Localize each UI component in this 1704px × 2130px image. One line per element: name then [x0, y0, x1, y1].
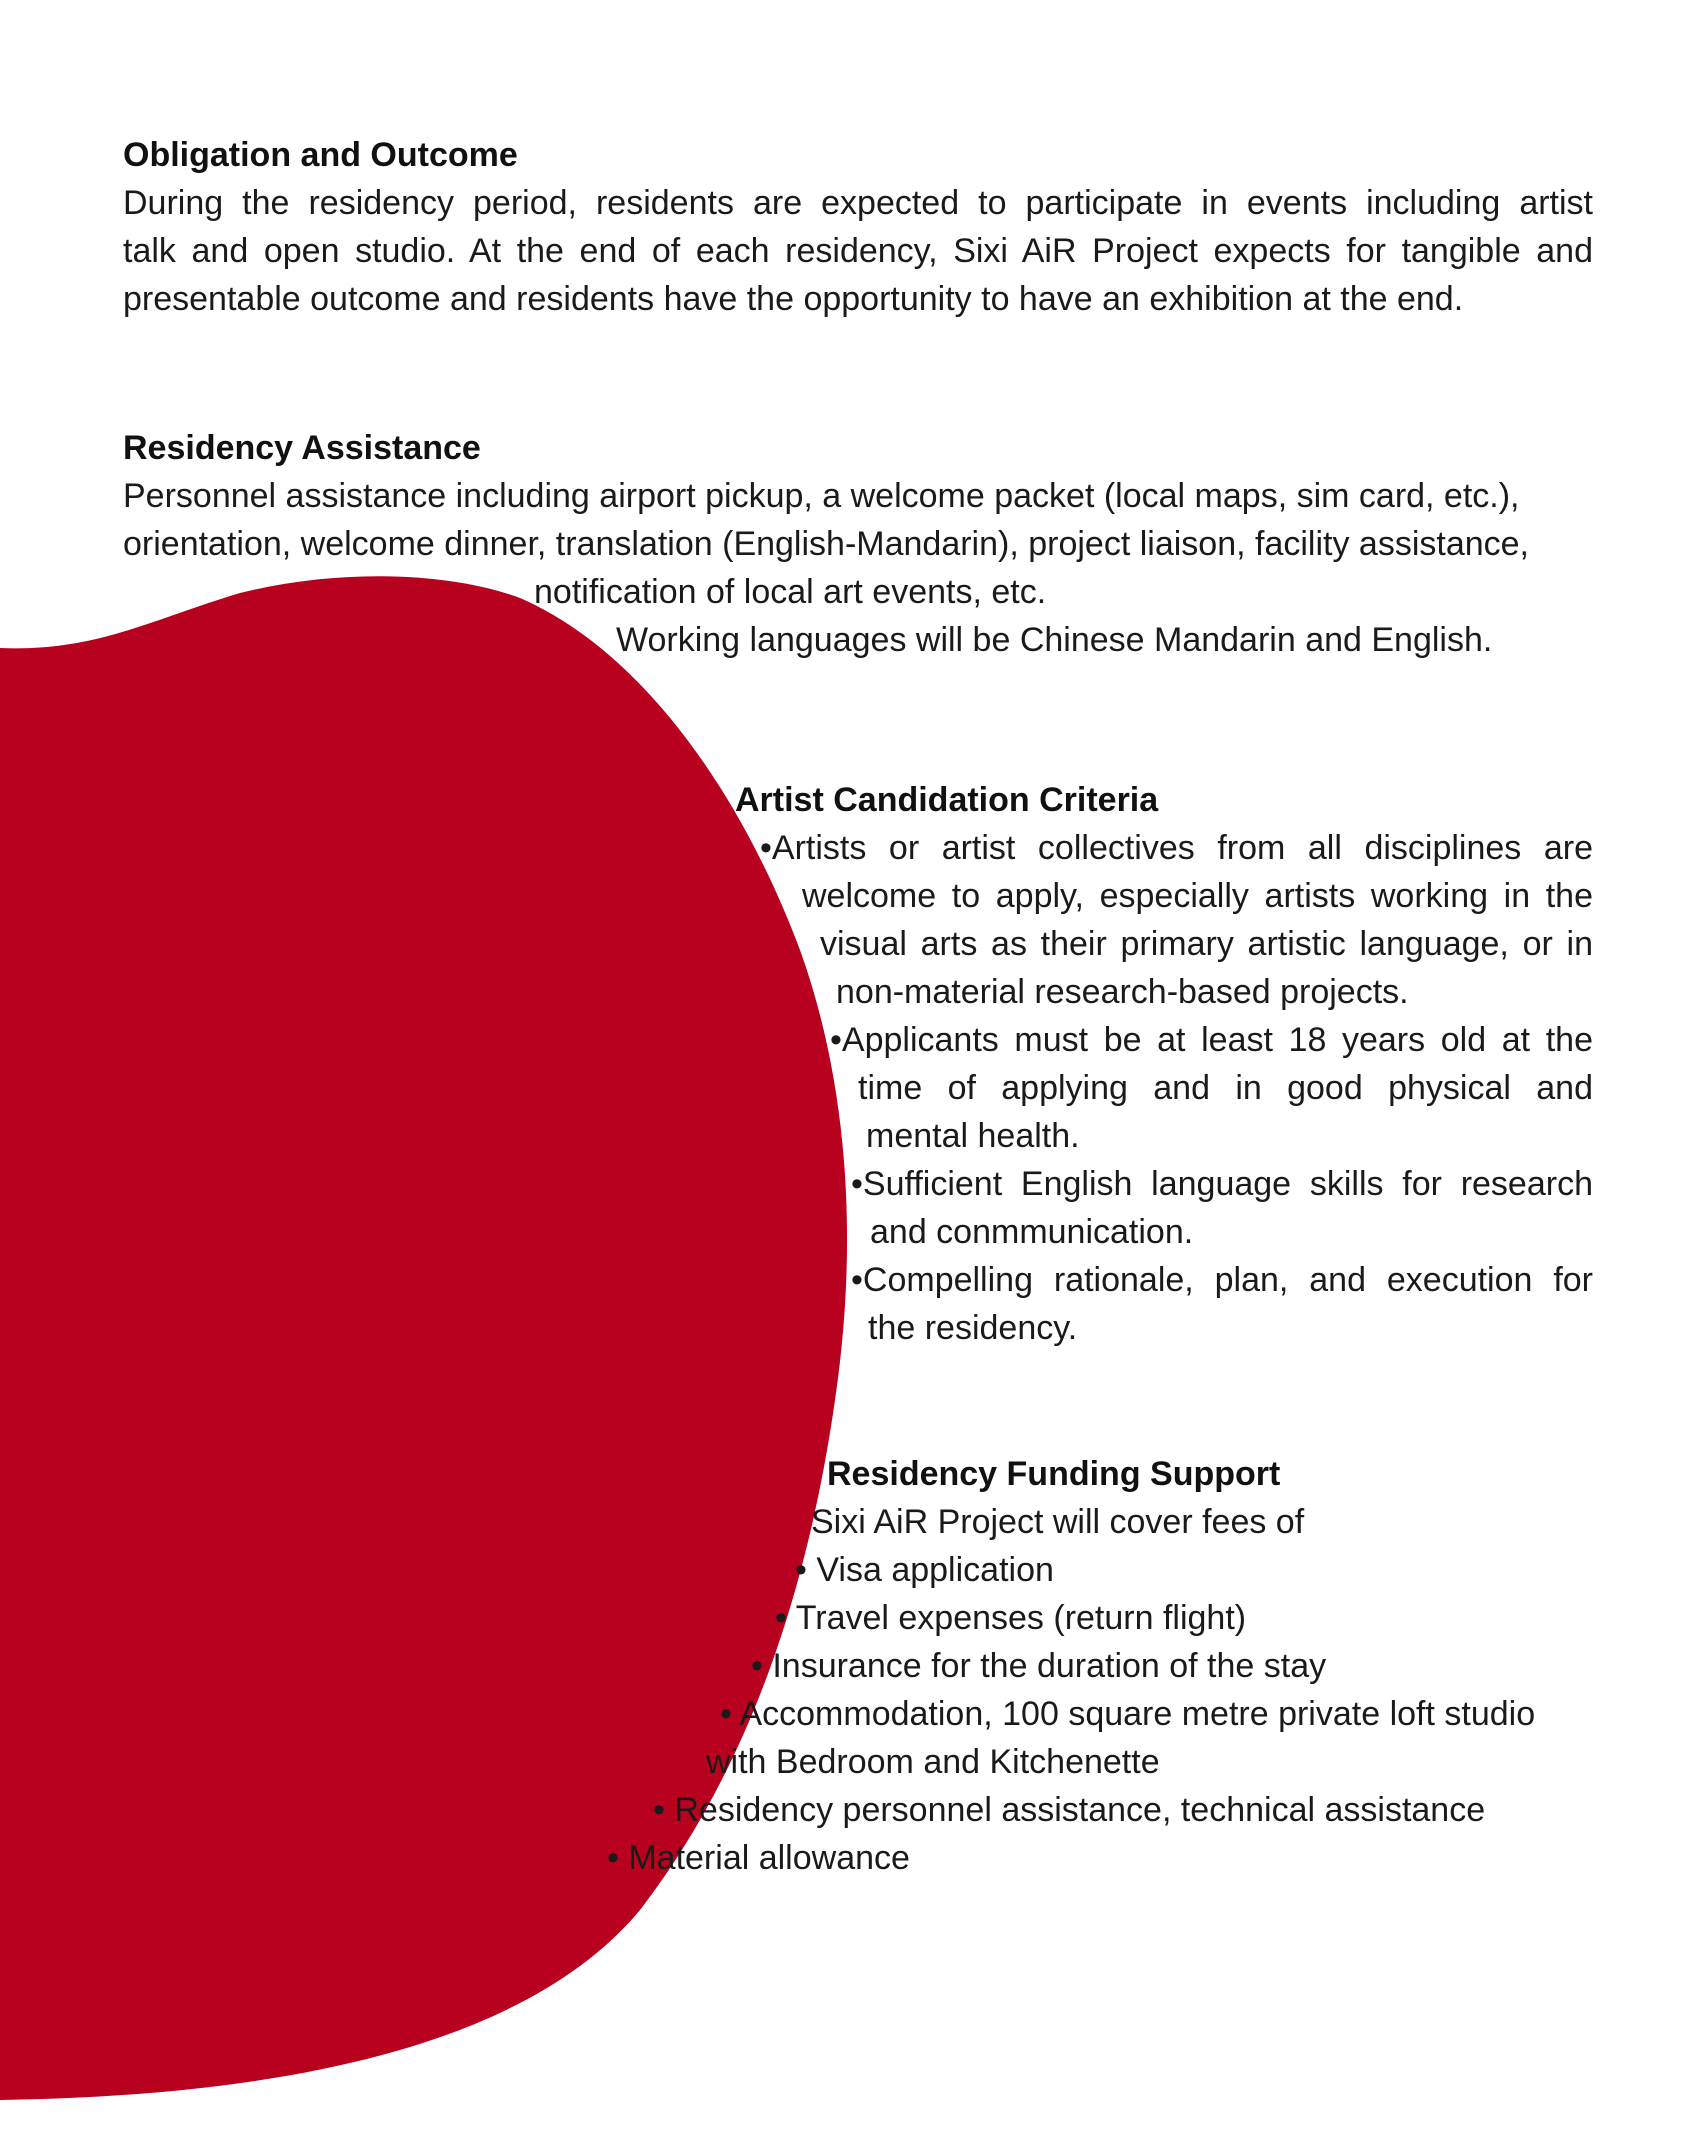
funding-item-insurance: • Insurance for the duration of the stay: [751, 1647, 1327, 1685]
obligation-line-1: During the residency period, residents are expected to participate in events including artist: [123, 184, 1593, 222]
criteria-line-11: the residency.: [868, 1309, 1078, 1347]
criteria-line-9: and conmmunication.: [870, 1213, 1194, 1251]
funding-line-1: Sixi AiR Project will cover fees of: [811, 1503, 1305, 1541]
assistance-line-3: notification of local art events, etc.: [534, 573, 1047, 611]
funding-item-accommodation-cont: with Bedroom and Kitchenette: [706, 1743, 1160, 1781]
criteria-line-4: non-material research-based projects.: [836, 973, 1409, 1011]
assistance-line-2: orientation, welcome dinner, translation (English-Mandarin), project liaison, facility assistance,: [123, 525, 1530, 563]
funding-item-personnel: • Residency personnel assistance, technical assistance: [653, 1791, 1486, 1829]
obligation-line-3: presentable outcome and residents have the opportunity to have an exhibition at the end.: [123, 280, 1464, 318]
criteria-line-7: mental health.: [866, 1117, 1080, 1155]
criteria-line-3: visual arts as their primary artistic language, or in: [820, 925, 1593, 963]
assistance-line-4: Working languages will be Chinese Mandarin and English.: [616, 621, 1493, 659]
assistance-title: Residency Assistance: [123, 429, 481, 467]
criteria-line-10: •Compelling rationale, plan, and execution for: [851, 1261, 1593, 1299]
criteria-line-5: •Applicants must be at least 18 years old at the: [830, 1021, 1593, 1059]
funding-item-visa: • Visa application: [795, 1551, 1054, 1589]
assistance-line-1: Personnel assistance including airport pickup, a welcome packet (local maps, sim card, etc.),: [123, 477, 1520, 515]
funding-item-accommodation: • Accommodation, 100 square metre private loft studio: [720, 1695, 1536, 1733]
funding-item-travel: • Travel expenses (return flight): [775, 1599, 1247, 1637]
criteria-line-2: welcome to apply, especially artists working in the: [802, 877, 1593, 915]
criteria-line-1: •Artists or artist collectives from all disciplines are: [760, 829, 1593, 867]
funding-item-material: • Material allowance: [607, 1839, 910, 1877]
obligation-title: Obligation and Outcome: [123, 136, 518, 174]
criteria-line-6: time of applying and in good physical and: [858, 1069, 1593, 1107]
funding-title: Residency Funding Support: [827, 1455, 1281, 1493]
criteria-title: Artist Candidation Criteria: [735, 781, 1159, 819]
obligation-line-2: talk and open studio. At the end of each residency, Sixi AiR Project expects for tangible and: [123, 232, 1593, 270]
criteria-line-8: •Sufficient English language skills for research: [851, 1165, 1593, 1203]
